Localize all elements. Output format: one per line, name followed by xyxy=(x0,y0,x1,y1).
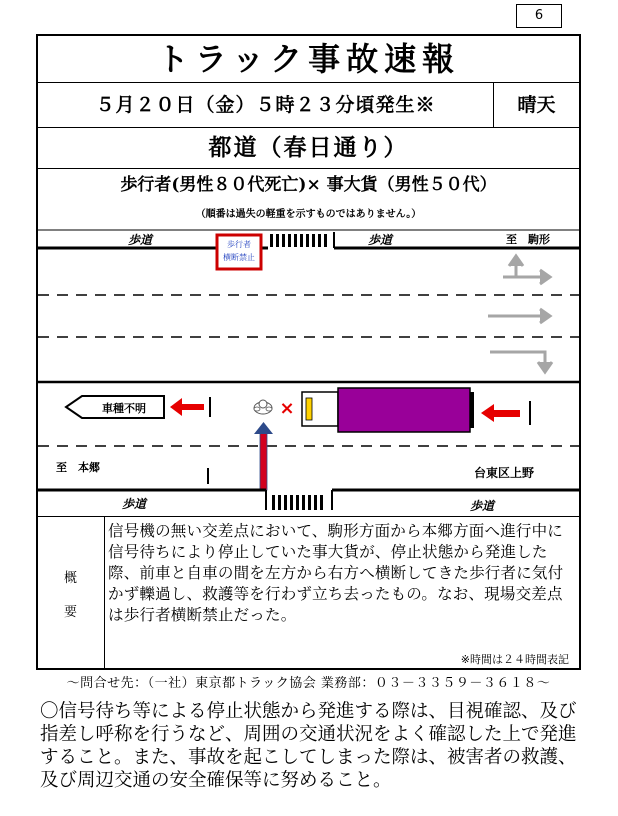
location-label: 台東区上野 xyxy=(474,466,535,480)
summary-label-char-2: 要 xyxy=(64,605,78,620)
date-weather-row xyxy=(38,83,579,128)
truck-direction-arrow xyxy=(481,401,530,425)
pedestrian-icon xyxy=(254,400,272,414)
contact-info: ～問合せ先：（一社）東京都トラック協会 業務部：０３－３３５９－３６１８～ xyxy=(66,676,551,691)
bottom-crosswalk xyxy=(272,495,323,510)
direction-hongo: 至 本郷 xyxy=(56,461,100,474)
no-crossing-line2: 横断禁止 xyxy=(223,253,255,262)
lane-arrow-left-turn xyxy=(490,352,552,372)
top-left-sidewalk-label: 歩道 xyxy=(128,233,153,247)
collision-mark: × xyxy=(279,398,295,419)
occurrence-datetime: ５月２０日（金）５時２３分頃発生※ xyxy=(38,83,494,127)
page-number: 6 xyxy=(516,4,562,28)
parties-involved: 歩行者(男性８０代死亡)× 事大貨（男性５０代） xyxy=(120,175,497,195)
top-crosswalk xyxy=(270,234,327,247)
unknown-vehicle-label: 車種不明 xyxy=(102,402,146,415)
unknown-vehicle-direction-arrow xyxy=(170,397,210,417)
accident-diagram xyxy=(38,228,579,516)
order-note: （順番は過失の軽重を示すものではありません。） xyxy=(195,209,422,220)
summary-section xyxy=(38,516,579,670)
road-name: 都道（春日通り） xyxy=(38,128,579,169)
bottom-right-sidewalk-label: 歩道 xyxy=(470,499,495,513)
summary-text: 信号機の無い交差点において、駒形方面から本郷方面へ進行中に信号待ちにより停止していた事大貨が、停止状態から発進した際、前車と自車の間を左方から右方へ横断してきた歩行者に気付かず轢過し、救護等を行わず立ち去ったもの。なお、現場交差点は歩行者横断禁止だった。 xyxy=(108,522,564,624)
report-title: トラック事故速報 xyxy=(38,36,579,83)
no-crossing-line1: 歩行者 xyxy=(227,240,251,249)
lane-arrow-straight xyxy=(488,309,550,323)
caution-message: 〇信号待ち等による停止状態から発進する際は、目視確認、及び指差し呼称を行うなど、周囲の交通状況をよく確認した上で発進すること。また、事故を起こしてしまった際は、被害者の救護、及び周辺交通の安全確保等に努めること。 xyxy=(40,701,577,791)
bottom-left-sidewalk-label: 歩道 xyxy=(122,497,147,511)
direction-komagata: 至 駒形 xyxy=(506,233,550,246)
time-format-note: ※時間は２４時間表記 xyxy=(460,653,569,666)
summary-label xyxy=(38,517,105,670)
top-right-sidewalk-label: 歩道 xyxy=(368,233,393,247)
weather: 晴天 xyxy=(517,94,556,116)
pedestrian-path-arrow xyxy=(254,422,273,490)
lane-arrow-straight-right-turn xyxy=(503,256,550,284)
summary-label-char-1: 概 xyxy=(64,571,78,586)
truck xyxy=(302,388,474,432)
